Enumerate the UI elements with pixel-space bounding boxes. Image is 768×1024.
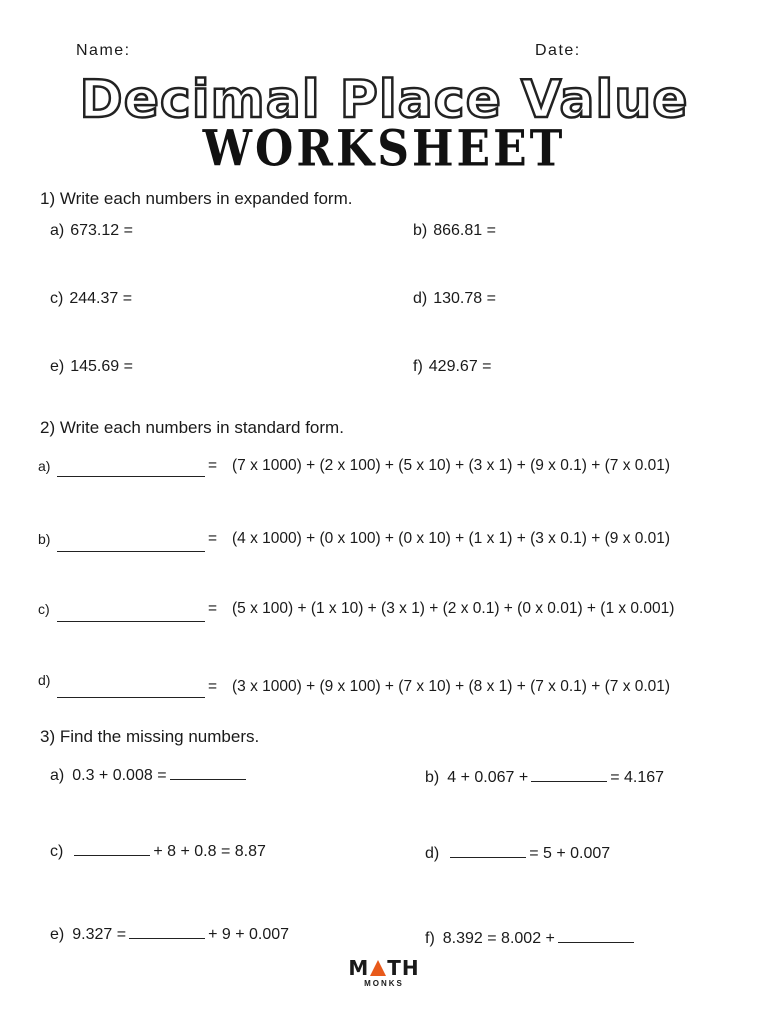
item-text-after: = 5 + 0.007 (529, 845, 611, 862)
section3-item (425, 845, 610, 863)
item-label: b) (425, 769, 440, 786)
section1-heading: 1) Write each numbers in expanded form. (40, 189, 353, 208)
logo-letter-m: M (348, 956, 370, 980)
equals-sign: = (208, 678, 218, 695)
item-label: f) (425, 930, 435, 947)
expanded-expression: (4 x 1000) + (0 x 100) + (0 x 10) + (1 x 1) + (3 x 0.1) + (9 x 0.01) (232, 530, 671, 547)
answer-blank[interactable] (57, 621, 205, 622)
item-text: 145.69 = (70, 358, 133, 375)
item-label: e) (50, 358, 65, 375)
expanded-expression: (5 x 100) + (1 x 10) + (3 x 1) + (2 x 0.1) + (0 x 0.01) + (1 x 0.001) (232, 600, 675, 617)
item-label: a) (50, 767, 65, 784)
section1-item (50, 358, 133, 376)
equals-sign: = (208, 600, 218, 617)
item-text-after: = 4.167 (610, 769, 665, 786)
date-label: Date: (535, 42, 581, 59)
q2-label: b) (38, 531, 51, 547)
section3-item (50, 926, 289, 944)
section3-item (50, 843, 266, 861)
answer-blank[interactable] (558, 942, 634, 943)
item-text: 673.12 = (70, 222, 133, 239)
section1-item (413, 290, 496, 308)
logo-letters-th: TH (387, 956, 420, 980)
worksheet-title: Decimal Place Value (79, 70, 689, 130)
item-label: e) (50, 926, 65, 943)
equals-sign: = (208, 530, 218, 547)
item-text-after: + 8 + 0.8 = 8.87 (153, 843, 266, 860)
item-text-before: 9.327 = (72, 926, 127, 943)
section1-item (50, 222, 133, 240)
section1-item (413, 358, 492, 376)
item-text-before: 8.392 = 8.002 + (442, 930, 555, 947)
section1-item (413, 222, 496, 240)
section3-item (425, 769, 664, 787)
equals-sign: = (208, 457, 218, 474)
section3-heading: 3) Find the missing numbers. (40, 727, 260, 746)
section3-item (50, 767, 249, 785)
expanded-expression: (7 x 1000) + (2 x 100) + (5 x 10) + (3 x 1) + (9 x 0.1) + (7 x 0.01) (232, 457, 671, 474)
triangle-icon (370, 960, 386, 976)
item-text-before: 4 + 0.067 + (447, 769, 529, 786)
answer-blank[interactable] (74, 855, 150, 856)
item-label: b) (413, 222, 428, 239)
item-text-after: + 9 + 0.007 (208, 926, 290, 943)
section2-heading: 2) Write each numbers in standard form. (40, 418, 344, 437)
name-label: Name: (76, 42, 131, 59)
section3-item (425, 930, 637, 948)
logo-wordmark (0, 958, 768, 978)
answer-blank[interactable] (129, 938, 205, 939)
item-text: 429.67 = (428, 358, 492, 375)
item-label: d) (425, 845, 440, 862)
item-text: 130.78 = (433, 290, 496, 307)
item-label: a) (50, 222, 65, 239)
answer-blank[interactable] (450, 857, 526, 858)
item-label: d) (413, 290, 428, 307)
item-text-before: 0.3 + 0.008 = (72, 767, 167, 784)
answer-blank[interactable] (170, 779, 246, 780)
answer-blank[interactable] (57, 476, 205, 477)
answer-blank[interactable] (57, 697, 205, 698)
worksheet-subtitle: WORKSHEET (202, 120, 566, 179)
item-label: c) (50, 843, 64, 860)
answer-blank[interactable] (531, 781, 607, 782)
expanded-expression: (3 x 1000) + (9 x 100) + (7 x 10) + (8 x 1) + (7 x 0.1) + (7 x 0.01) (232, 678, 671, 695)
section1-item (50, 290, 132, 308)
logo-subtext: MONKS (364, 979, 404, 988)
item-text: 866.81 = (433, 222, 496, 239)
q2-label: c) (38, 601, 50, 617)
answer-blank[interactable] (57, 551, 205, 552)
item-text: 244.37 = (69, 290, 133, 307)
math-monks-logo (0, 958, 768, 988)
q2-label: a) (38, 458, 51, 474)
q2-label: d) (38, 672, 51, 688)
item-label: c) (50, 290, 64, 307)
item-label: f) (413, 358, 423, 375)
